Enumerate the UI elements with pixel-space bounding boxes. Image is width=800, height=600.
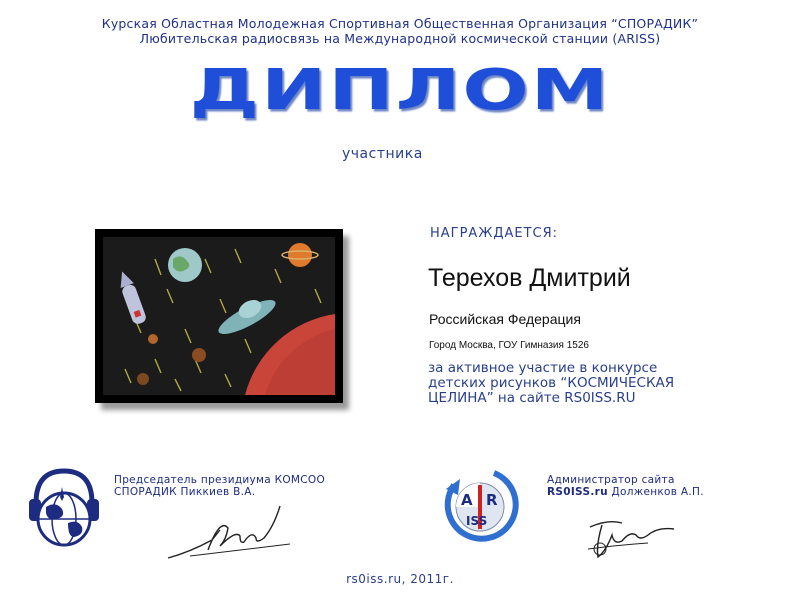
- right-signatory: [547, 474, 704, 498]
- header-line-1: Курская Областная Молодежная Спортивная Общественная Организация “СПОРАДИК”: [101, 16, 699, 31]
- recipient-school: Город Москва, ГОУ Гимназия 1526: [429, 340, 589, 351]
- left-signatory: [114, 474, 325, 498]
- ariss-letter-a: A: [461, 491, 473, 509]
- right-signatory-name: Долженков А.П.: [607, 486, 704, 498]
- right-signatory-title: Администратор сайта: [547, 474, 675, 486]
- left-signature: [160, 500, 300, 565]
- recipient-name: Терехов Дмитрий: [428, 264, 631, 292]
- footer: rs0iss.ru, 2011г.: [346, 572, 454, 586]
- drawing-frame: [95, 229, 343, 403]
- awarded-label: НАГРАЖДАЕТСЯ:: [430, 226, 559, 241]
- organization-header: [0, 16, 800, 46]
- ariss-logo-icon: [436, 465, 526, 547]
- right-signature: [578, 505, 688, 565]
- right-signatory-name-line: [547, 486, 704, 498]
- diploma-title: ДИПЛОМ: [189, 58, 611, 123]
- site-name: RS0ISS.ru: [547, 486, 608, 498]
- reason-line: ЦЕЛИНА” на сайте RS0ISS.RU: [428, 390, 636, 406]
- reason-line: детских рисунков “КОСМИЧЕСКАЯ: [428, 375, 675, 391]
- space-drawing-image: [95, 229, 343, 403]
- ariss-letters-iss: ISS: [466, 514, 488, 528]
- header-line-2: Любительская радиосвязь на Международной космической станции (ARISS): [139, 31, 661, 46]
- left-signatory-name: СПОРАДИК Пиккиев В.А.: [114, 486, 256, 498]
- radio-headphones-globe-icon: [22, 463, 102, 553]
- award-reason: [428, 361, 778, 406]
- diploma-subtitle: участника: [342, 146, 423, 162]
- reason-line: за активное участие в конкурсе: [428, 360, 658, 376]
- left-signatory-title: Председатель президиума КОМСОО: [114, 474, 326, 486]
- recipient-country: Российская Федерация: [429, 311, 581, 327]
- ariss-letter-r: R: [486, 491, 498, 509]
